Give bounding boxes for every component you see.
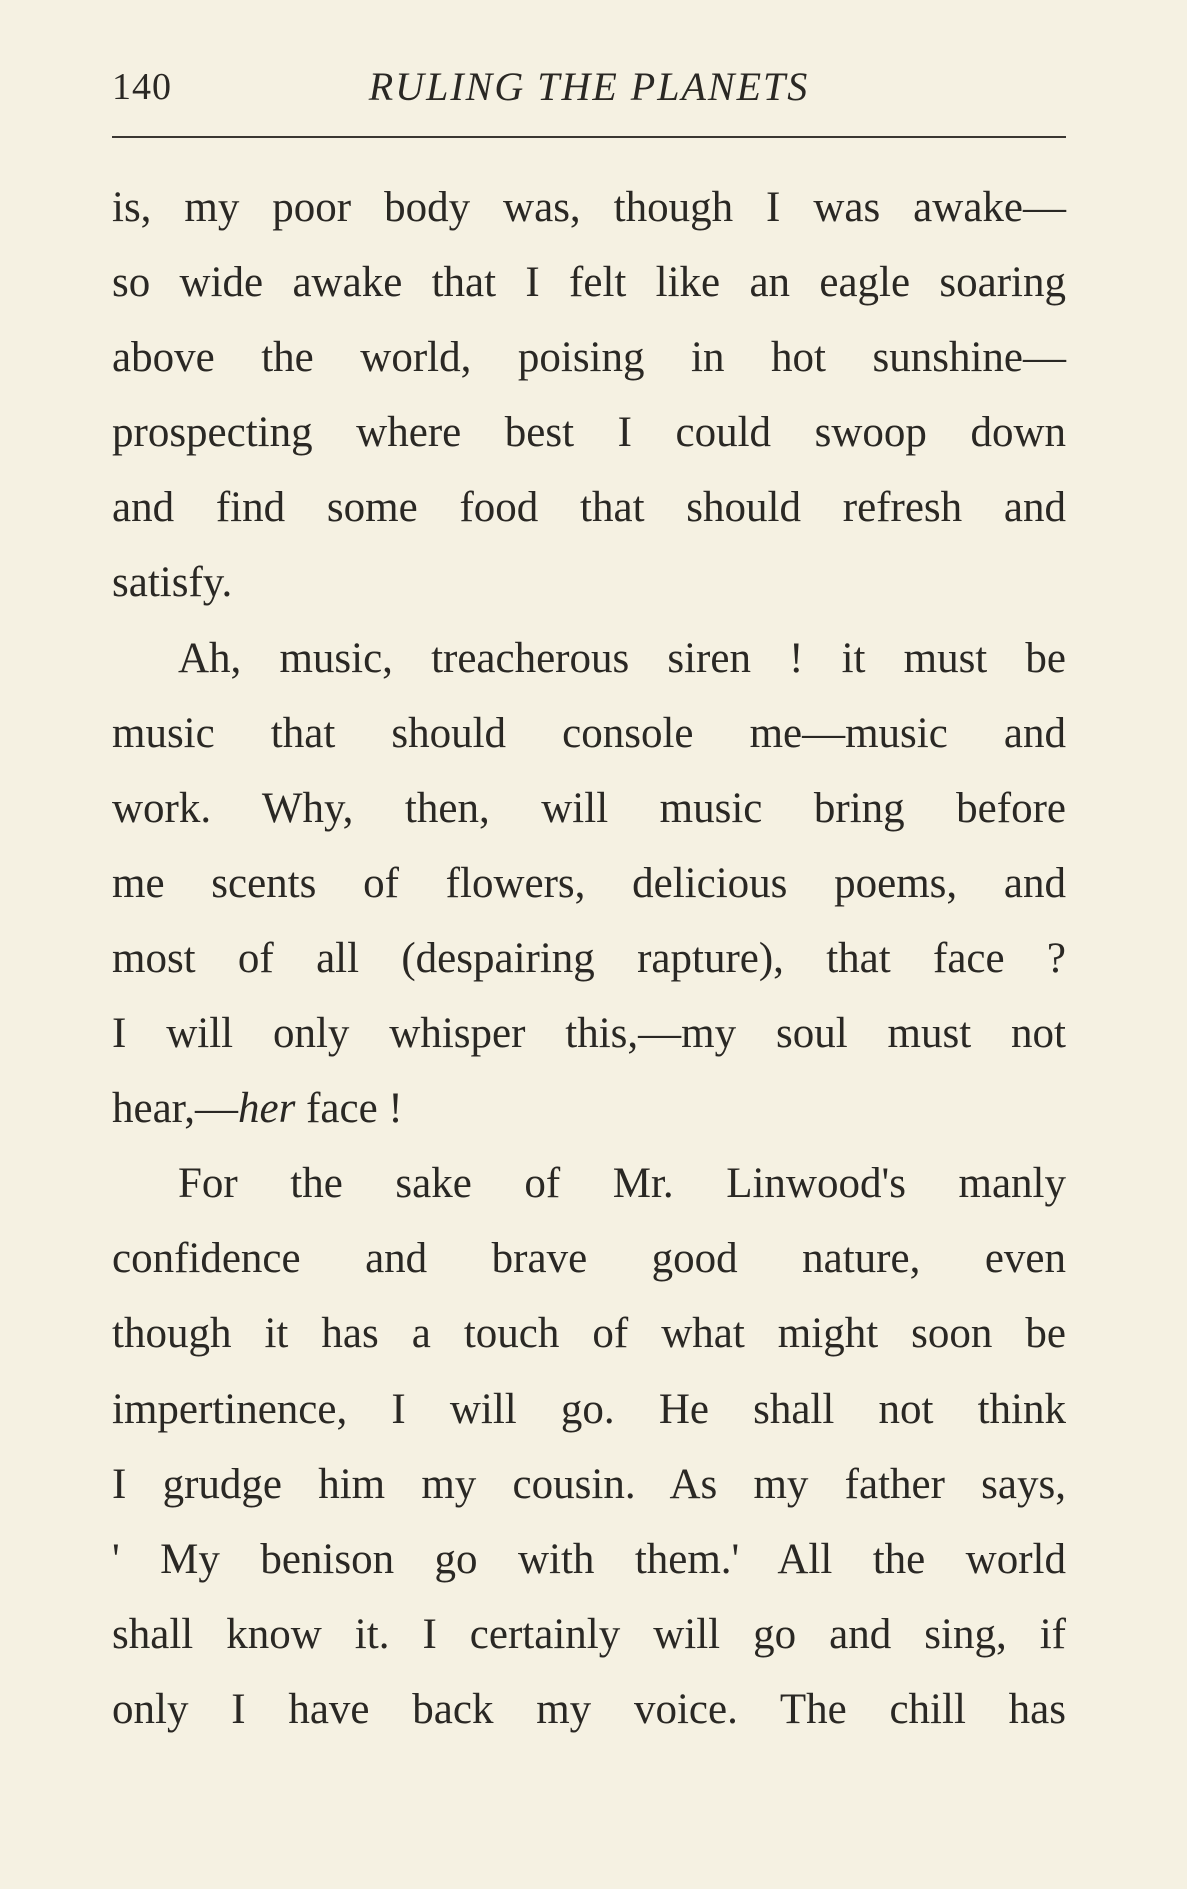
text-line: impertinence, I will go. He shall not think — [112, 1385, 1066, 1433]
text-line: prospecting where best I could swoop down — [112, 409, 1066, 457]
text-line: me scents of flowers, delicious poems, and — [112, 859, 1066, 907]
text-line — [112, 1071, 1066, 1146]
text-line: only I have back my voice. The chill has — [112, 1685, 1066, 1733]
header-rule — [112, 136, 1066, 138]
running-head — [112, 62, 1066, 112]
running-title: RULING THE PLANETS — [368, 64, 810, 109]
text-line: satisfy. — [112, 559, 233, 607]
text-line: and find some food that should refresh and — [112, 484, 1066, 532]
text-line: confidence and brave good nature, even — [112, 1235, 1066, 1283]
text-line: music that should console me—music and — [112, 709, 1066, 757]
text-line: most of all (despairing rapture), that face ? — [112, 934, 1066, 982]
text-line: ' My benison go with them.' All the world — [112, 1535, 1066, 1583]
text-run: hear,— — [112, 1085, 239, 1133]
text-line: so wide awake that I felt like an eagle soaring — [112, 259, 1066, 307]
page-number: 140 — [112, 66, 172, 108]
text-line: though it has a touch of what might soon be — [112, 1310, 1066, 1358]
text-run: face ! — [295, 1085, 403, 1133]
text-line: shall know it. I certainly will go and sing, if — [112, 1610, 1066, 1658]
text-line: is, my poor body was, though I was awake— — [112, 184, 1066, 231]
text-line: I will only whisper this,—my soul must not — [112, 1010, 1066, 1058]
text-line: work. Why, then, will music bring before — [112, 784, 1066, 832]
text-line: For the sake of Mr. Linwood's manly — [178, 1160, 1066, 1208]
text-line: I grudge him my cousin. As my father says, — [112, 1460, 1066, 1508]
emphasis-text: her — [238, 1085, 296, 1133]
body-text — [112, 170, 1066, 1747]
text-line: above the world, poising in hot sunshine— — [112, 334, 1066, 382]
text-line: Ah, music, treacherous siren ! it must be — [178, 634, 1066, 682]
